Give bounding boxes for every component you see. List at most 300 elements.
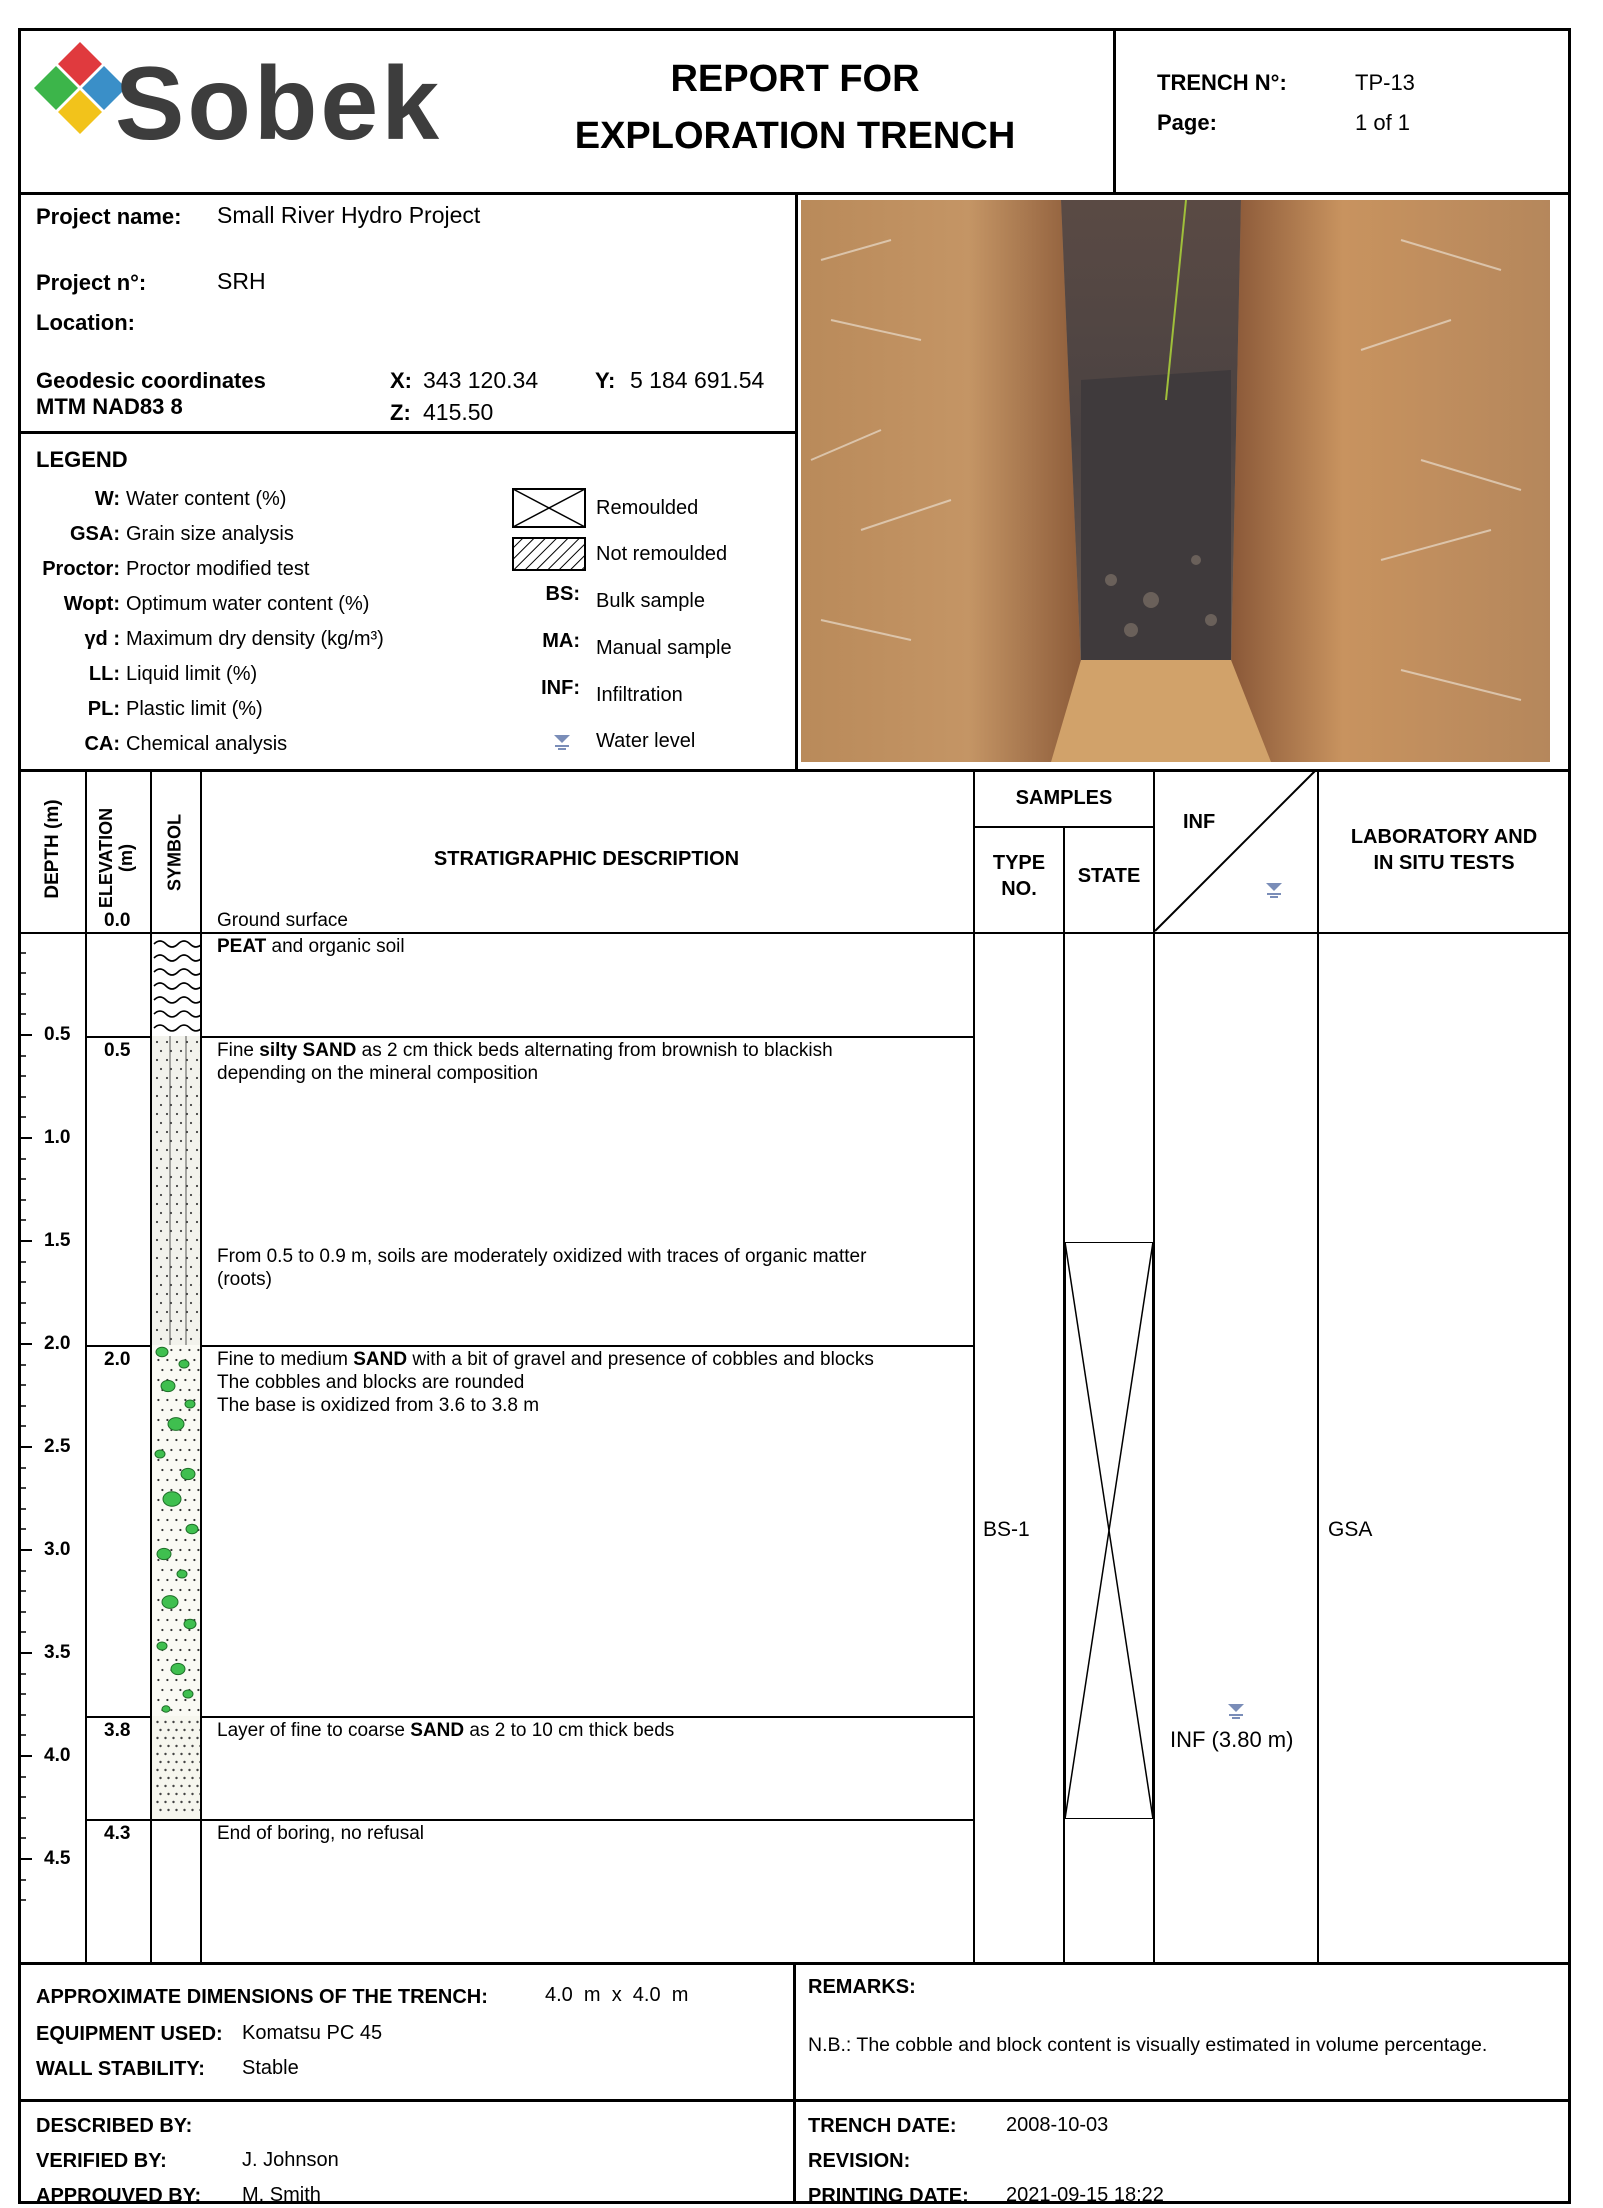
sand-dot <box>161 1469 163 1471</box>
trench-number-value: TP-13 <box>1355 70 1415 96</box>
sand-dot <box>175 1659 177 1661</box>
sand-dot <box>157 1599 159 1601</box>
sand-dot <box>180 1721 182 1723</box>
sand-dot <box>170 1068 172 1070</box>
sand-dot <box>175 1793 177 1795</box>
sand-dot <box>170 1176 172 1178</box>
sand-dot <box>157 1419 159 1421</box>
sand-dot <box>166 1359 168 1361</box>
sand-dot <box>193 1519 195 1521</box>
sand-dot <box>193 1679 195 1681</box>
layer-elevation-1: 0.5 <box>104 1040 130 1062</box>
sand-dot <box>180 1068 182 1070</box>
sand-dot <box>190 1338 192 1340</box>
sand-dot <box>184 1499 186 1501</box>
sand-dot <box>196 1753 198 1755</box>
sand-dot <box>166 1167 168 1169</box>
sand-dot <box>186 1311 188 1313</box>
sand-dot <box>196 1785 198 1787</box>
sand-dot <box>188 1449 190 1451</box>
sand-dot <box>160 1248 162 1250</box>
sand-dot <box>184 1519 186 1521</box>
coarse-sand-fill <box>152 1716 200 1819</box>
type-no-header-2: NO. <box>973 878 1065 901</box>
strat-header: STRATIGRAPHIC DESCRIPTION <box>200 848 973 871</box>
layer-boundary-2-0 <box>85 1345 975 1347</box>
legend-key-density: γd : <box>36 628 120 651</box>
sand-dot <box>156 1203 158 1205</box>
sand-dot <box>161 1689 163 1691</box>
cobble-symbol <box>162 1596 178 1609</box>
samples-header: SAMPLES <box>973 787 1155 810</box>
z-label: Z: <box>390 400 411 426</box>
sand-dot <box>176 1095 178 1097</box>
location-label: Location: <box>36 310 135 336</box>
sand-dot <box>156 1293 158 1295</box>
sand-dot <box>188 1409 190 1411</box>
sand-dot <box>172 1737 174 1739</box>
sand-dot <box>197 1469 199 1471</box>
sand-dot <box>188 1369 190 1371</box>
sand-dot <box>175 1359 177 1361</box>
approved-by-value: M. Smith <box>242 2184 321 2207</box>
legend-text-density: Maximum dry density (kg/m³) <box>126 628 384 651</box>
layer-text-b-silty-sand: as 2 cm thick beds alternating from brownish to blackish depending on the mineral composition <box>217 1040 833 1084</box>
sand-dot <box>186 1041 188 1043</box>
layer-elevation-2: 2.0 <box>104 1349 130 1371</box>
trench-date-label: TRENCH DATE: <box>808 2115 957 2138</box>
legend-text-gsa: Grain size analysis <box>126 523 294 546</box>
legend-key-ma: MA: <box>500 630 580 653</box>
sand-dot <box>180 1230 182 1232</box>
sand-dot <box>166 1329 168 1331</box>
type-no-header-1: TYPE <box>973 852 1065 875</box>
page-label: Page: <box>1157 110 1217 136</box>
cobble-symbol <box>157 1642 167 1650</box>
sand-dot <box>157 1619 159 1621</box>
sand-dot <box>166 1399 168 1401</box>
geodesic-system-label: MTM NAD83 8 <box>36 394 183 420</box>
sand-dot <box>161 1489 163 1491</box>
sand-dot <box>161 1369 163 1371</box>
sand-dot <box>164 1737 166 1739</box>
sand-dot <box>188 1429 190 1431</box>
sand-dot <box>160 1266 162 1268</box>
sand-dot <box>159 1745 161 1747</box>
depth-label-3-5: 3.5 <box>44 1642 70 1664</box>
sand-dot <box>176 1311 178 1313</box>
layer-description-sand-gravel <box>217 1348 874 1417</box>
sand-dot <box>175 1399 177 1401</box>
sand-dot <box>166 1679 168 1681</box>
sand-dot <box>196 1275 198 1277</box>
log-header-bottom <box>18 932 1571 934</box>
sand-dot <box>197 1509 199 1511</box>
printing-date-label: PRINTING DATE: <box>808 2185 969 2208</box>
sand-dot <box>176 1239 178 1241</box>
sand-dot <box>170 1589 172 1591</box>
cobble-symbol <box>184 1619 196 1629</box>
sand-dot <box>196 1293 198 1295</box>
sand-dot <box>157 1559 159 1561</box>
sand-dot <box>176 1131 178 1133</box>
sand-dot <box>183 1777 185 1779</box>
sand-dot <box>197 1349 199 1351</box>
legend-text-not-remoulded: Not remoulded <box>596 543 727 566</box>
top-elevation: 0.0 <box>104 910 130 932</box>
sand-dot <box>186 1113 188 1115</box>
sand-dot <box>161 1609 163 1611</box>
sand-dot <box>188 1569 190 1571</box>
peat-symbol-wave <box>154 1011 200 1017</box>
sand-dot <box>188 1801 190 1803</box>
sand-dot <box>193 1699 195 1701</box>
sand-dot <box>179 1609 181 1611</box>
sand-dot <box>190 1122 192 1124</box>
sand-dot <box>156 1311 158 1313</box>
sand-dot <box>180 1737 182 1739</box>
sand-dot <box>196 1203 198 1205</box>
sand-dot <box>166 1619 168 1621</box>
elevation-header: ELEVATION (m) <box>96 798 136 918</box>
sand-dot <box>179 1549 181 1551</box>
sand-dot <box>167 1761 169 1763</box>
sand-dot <box>184 1699 186 1701</box>
sand-dot <box>175 1745 177 1747</box>
sand-dot <box>157 1539 159 1541</box>
sand-dot <box>190 1230 192 1232</box>
sand-dot <box>190 1086 192 1088</box>
legend-text-bs: Bulk sample <box>596 590 705 613</box>
sand-dot <box>175 1761 177 1763</box>
sand-dot <box>191 1777 193 1779</box>
sand-dot <box>176 1041 178 1043</box>
sand-dot <box>156 1113 158 1115</box>
cobble-symbol <box>183 1690 193 1698</box>
sand-dot <box>157 1359 159 1361</box>
sand-dot <box>170 1549 172 1551</box>
lab-test-value: GSA <box>1328 1518 1372 1542</box>
sand-dot <box>190 1068 192 1070</box>
sand-dot <box>184 1419 186 1421</box>
sand-dot <box>196 1131 198 1133</box>
inf-value: INF (3.80 m) <box>1170 1727 1293 1753</box>
cobble-symbol <box>186 1524 198 1534</box>
sand-dot <box>184 1639 186 1641</box>
sand-dot <box>196 1329 198 1331</box>
sand-dot <box>166 1095 168 1097</box>
report-title-line1: REPORT FOR <box>560 58 1030 101</box>
sand-dot <box>186 1185 188 1187</box>
sand-dot <box>184 1659 186 1661</box>
verified-by-label: VERIFIED BY: <box>36 2150 167 2173</box>
sand-dot <box>172 1785 174 1787</box>
sand-dot <box>166 1659 168 1661</box>
sand-dot <box>164 1769 166 1771</box>
sand-dot <box>188 1609 190 1611</box>
sand-dot <box>196 1239 198 1241</box>
sand-dot <box>166 1311 168 1313</box>
cobble-symbol <box>161 1380 175 1391</box>
sand-dot <box>160 1176 162 1178</box>
sand-dot <box>180 1248 182 1250</box>
sand-dot <box>170 1369 172 1371</box>
sand-dot <box>156 1257 158 1259</box>
sand-dot <box>175 1459 177 1461</box>
sand-dot <box>175 1379 177 1381</box>
sand-dot <box>179 1349 181 1351</box>
sand-dot <box>157 1579 159 1581</box>
sand-dot <box>156 1221 158 1223</box>
sand-dot <box>197 1429 199 1431</box>
sand-dot <box>170 1489 172 1491</box>
cobble-symbol <box>177 1570 187 1578</box>
sand-dot <box>196 1167 198 1169</box>
sand-dot <box>166 1293 168 1295</box>
legend-text-remoulded: Remoulded <box>596 497 698 520</box>
sand-dot <box>156 1329 158 1331</box>
sand-dot <box>196 1185 198 1187</box>
report-title-line2: EXPLORATION TRENCH <box>540 115 1050 158</box>
sand-dot <box>170 1629 172 1631</box>
sand-dot <box>166 1041 168 1043</box>
sand-dot <box>175 1579 177 1581</box>
sand-dot <box>176 1167 178 1169</box>
sand-dot <box>188 1737 190 1739</box>
sand-dot <box>180 1753 182 1755</box>
sand-dot <box>193 1459 195 1461</box>
col-divider-depth <box>85 769 87 1965</box>
sand-dot <box>186 1221 188 1223</box>
sand-dot <box>188 1721 190 1723</box>
sand-dot <box>172 1801 174 1803</box>
sand-dot <box>188 1669 190 1671</box>
x-value: 343 120.34 <box>423 367 538 394</box>
sand-dot <box>179 1629 181 1631</box>
sand-dot <box>179 1589 181 1591</box>
sand-dot <box>184 1599 186 1601</box>
cobble-symbol <box>171 1663 185 1674</box>
sand-dot <box>196 1095 198 1097</box>
project-number-label: Project n°: <box>36 270 146 296</box>
sand-dot <box>170 1569 172 1571</box>
sand-dot <box>167 1729 169 1731</box>
layer-bold-sand-gravel: SAND <box>353 1349 407 1370</box>
sand-dot <box>156 1769 158 1771</box>
sand-dot <box>166 1639 168 1641</box>
sample-id: BS-1 <box>983 1518 1030 1542</box>
sand-dot <box>170 1248 172 1250</box>
ground-surface-label: Ground surface <box>217 910 348 932</box>
col-divider-state <box>1153 769 1155 1965</box>
sand-dot <box>180 1266 182 1268</box>
sand-dot <box>160 1086 162 1088</box>
layer-text-a-silty-sand: Fine <box>217 1040 259 1061</box>
sand-dot <box>175 1679 177 1681</box>
sand-dot <box>170 1469 172 1471</box>
sand-dot <box>184 1459 186 1461</box>
sand-dot <box>197 1369 199 1371</box>
sand-dot <box>166 1077 168 1079</box>
sand-dot <box>180 1104 182 1106</box>
inf-header-diagonal <box>1153 769 1317 933</box>
sand-dot <box>193 1379 195 1381</box>
sand-dot <box>188 1589 190 1591</box>
sand-dot <box>176 1275 178 1277</box>
header-divider <box>1113 28 1116 195</box>
col-divider-strat <box>973 769 975 1965</box>
sand-dot <box>156 1095 158 1097</box>
sand-dot <box>180 1086 182 1088</box>
sand-dot <box>197 1709 199 1711</box>
sand-dot <box>166 1149 168 1151</box>
sand-dot <box>186 1203 188 1205</box>
sand-dot <box>159 1777 161 1779</box>
project-number-value: SRH <box>217 268 266 295</box>
col-divider-inf <box>1317 769 1319 1965</box>
sand-dot <box>175 1559 177 1561</box>
cobble-symbol <box>162 1706 170 1712</box>
sand-dot <box>186 1059 188 1061</box>
sand-dot <box>170 1122 172 1124</box>
project-name-value: Small River Hydro Project <box>217 202 480 229</box>
sand-dot <box>190 1248 192 1250</box>
verified-by-value: J. Johnson <box>242 2149 339 2172</box>
sand-dot <box>190 1284 192 1286</box>
legend-key-gsa: GSA: <box>36 523 120 546</box>
sand-dot <box>170 1158 172 1160</box>
sand-dot <box>197 1669 199 1671</box>
sand-dot <box>161 1429 163 1431</box>
sand-dot <box>186 1293 188 1295</box>
layer-elevation-4: 4.3 <box>104 1823 130 1845</box>
sand-dot <box>166 1203 168 1205</box>
depth-label-1-0: 1.0 <box>44 1127 70 1149</box>
sand-dot <box>190 1320 192 1322</box>
sand-dot <box>186 1149 188 1151</box>
sand-dot <box>170 1649 172 1651</box>
layer-text-b-coarse-sand: as 2 to 10 cm thick beds <box>464 1720 674 1741</box>
sand-dot <box>184 1679 186 1681</box>
equipment-label: EQUIPMENT USED: <box>36 2023 223 2046</box>
sand-dot <box>170 1104 172 1106</box>
sand-dot <box>156 1721 158 1723</box>
sand-dot <box>196 1149 198 1151</box>
printing-date-value: 2021-09-15 18:22 <box>1006 2184 1164 2207</box>
sand-dot <box>175 1639 177 1641</box>
sand-dot <box>197 1609 199 1611</box>
sand-dot <box>197 1689 199 1691</box>
depth-label-3-0: 3.0 <box>44 1539 70 1561</box>
sand-dot <box>157 1519 159 1521</box>
sand-dot <box>186 1257 188 1259</box>
sand-dot <box>186 1275 188 1277</box>
sand-dot <box>160 1158 162 1160</box>
sand-dot <box>197 1649 199 1651</box>
sand-dot <box>183 1761 185 1763</box>
sand-dot <box>191 1729 193 1731</box>
sand-dot <box>188 1649 190 1651</box>
sand-dot <box>197 1449 199 1451</box>
sand-dot <box>184 1539 186 1541</box>
sand-dot <box>156 1185 158 1187</box>
legend-key-bs: BS: <box>500 583 580 606</box>
remarks-label: REMARKS: <box>808 1976 916 1999</box>
sand-dot <box>160 1140 162 1142</box>
sand-dot <box>157 1439 159 1441</box>
strata-symbols <box>152 934 200 1819</box>
sand-dot <box>188 1489 190 1491</box>
sand-dot <box>188 1509 190 1511</box>
layer-bold-peat: PEAT <box>217 936 266 957</box>
sand-dot <box>160 1320 162 1322</box>
sand-dot <box>196 1221 198 1223</box>
sand-dot <box>170 1140 172 1142</box>
sand-dot <box>188 1709 190 1711</box>
sand-dot <box>176 1149 178 1151</box>
sand-dot <box>176 1059 178 1061</box>
wall-stability-value: Stable <box>242 2057 299 2080</box>
not-remoulded-symbol <box>512 537 586 571</box>
layer-description-end: End of boring, no refusal <box>217 1822 424 1845</box>
sand-dot <box>175 1809 177 1811</box>
legend-key-ca: CA: <box>36 733 120 756</box>
sand-dot <box>196 1059 198 1061</box>
sand-dot <box>159 1729 161 1731</box>
cobble-symbol <box>156 1347 168 1357</box>
peat-symbol-wave <box>154 955 200 961</box>
legend-key-wopt: Wopt: <box>36 593 120 616</box>
revision-label: REVISION: <box>808 2150 910 2173</box>
sand-dot <box>190 1266 192 1268</box>
sand-dot <box>190 1104 192 1106</box>
sand-dot <box>190 1158 192 1160</box>
sobek-logo <box>30 40 450 170</box>
sand-dot <box>179 1689 181 1691</box>
sand-dot <box>190 1212 192 1214</box>
sand-dot <box>197 1549 199 1551</box>
sand-dot <box>161 1669 163 1671</box>
cobble-symbol <box>163 1492 181 1506</box>
sand-dot <box>157 1479 159 1481</box>
sand-dot <box>176 1113 178 1115</box>
sand-dot <box>157 1699 159 1701</box>
sand-dot <box>179 1509 181 1511</box>
layer-note-oxidized: From 0.5 to 0.9 m, soils are moderately oxidized with traces of organic matter (roots) <box>217 1245 866 1291</box>
legend-text-pl: Plastic limit (%) <box>126 698 263 721</box>
sand-dot <box>156 1785 158 1787</box>
sand-dot <box>180 1176 182 1178</box>
trench-date-value: 2008-10-03 <box>1006 2114 1108 2137</box>
sand-dot <box>160 1194 162 1196</box>
page-value: 1 of 1 <box>1355 110 1410 136</box>
sand-dot <box>166 1185 168 1187</box>
sand-dot <box>161 1629 163 1631</box>
sand-dot <box>191 1809 193 1811</box>
sand-dot <box>157 1379 159 1381</box>
sand-dot <box>175 1519 177 1521</box>
sand-dot <box>193 1599 195 1601</box>
sand-dot <box>166 1221 168 1223</box>
sand-dot <box>170 1302 172 1304</box>
sand-dot <box>159 1809 161 1811</box>
sand-dot <box>166 1459 168 1461</box>
sand-dot <box>170 1409 172 1411</box>
sand-dot <box>196 1311 198 1313</box>
sand-dot <box>183 1729 185 1731</box>
cobble-symbol <box>181 1468 195 1479</box>
sand-dot <box>161 1529 163 1531</box>
